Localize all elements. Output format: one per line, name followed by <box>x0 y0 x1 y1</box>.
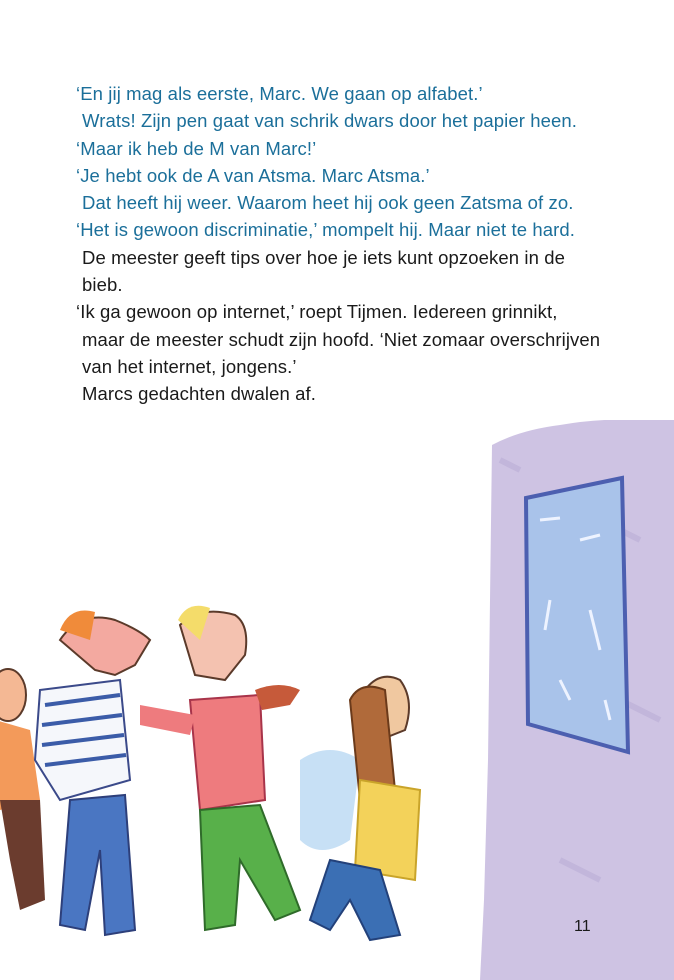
story-line: bieb. <box>82 274 123 296</box>
story-line: van het internet, jongens.’ <box>82 355 297 377</box>
story-line: Marcs gedachten dwalen af. <box>82 383 316 405</box>
story-line: Dat heeft hij weer. Waarom heet hij ook geen Zatsma of zo. <box>82 192 574 214</box>
story-text <box>76 80 636 408</box>
page-number: 11 <box>574 918 591 935</box>
story-line: maar de meester schudt zijn hoofd. ‘Niet zomaar overschrijven <box>82 328 601 350</box>
classroom-illustration <box>0 420 674 980</box>
story-line: ‘En jij mag als eerste, Marc. We gaan op alfabet.’ <box>76 83 483 104</box>
kid-striped-shirt <box>35 610 150 935</box>
story-line: ‘Het is gewoon discriminatie,’ mompelt hij. Maar niet te hard. <box>76 219 576 241</box>
floor-shadow <box>300 750 360 850</box>
story-line: De meester geeft tips over hoe je iets kunt opzoeken in de <box>82 246 565 268</box>
story-line: Wrats! Zijn pen gaat van schrik dwars door het papier heen. <box>82 110 578 132</box>
story-line: ‘Je hebt ook de A van Atsma. Marc Atsma.’ <box>76 164 430 186</box>
kid-red-shirt <box>140 606 300 930</box>
story-line: ‘Maar ik heb de M van Marc!’ <box>76 137 317 159</box>
story-line: ‘Ik ga gewoon op internet,’ roept Tijmen. Iedereen grinnikt, <box>76 301 558 323</box>
